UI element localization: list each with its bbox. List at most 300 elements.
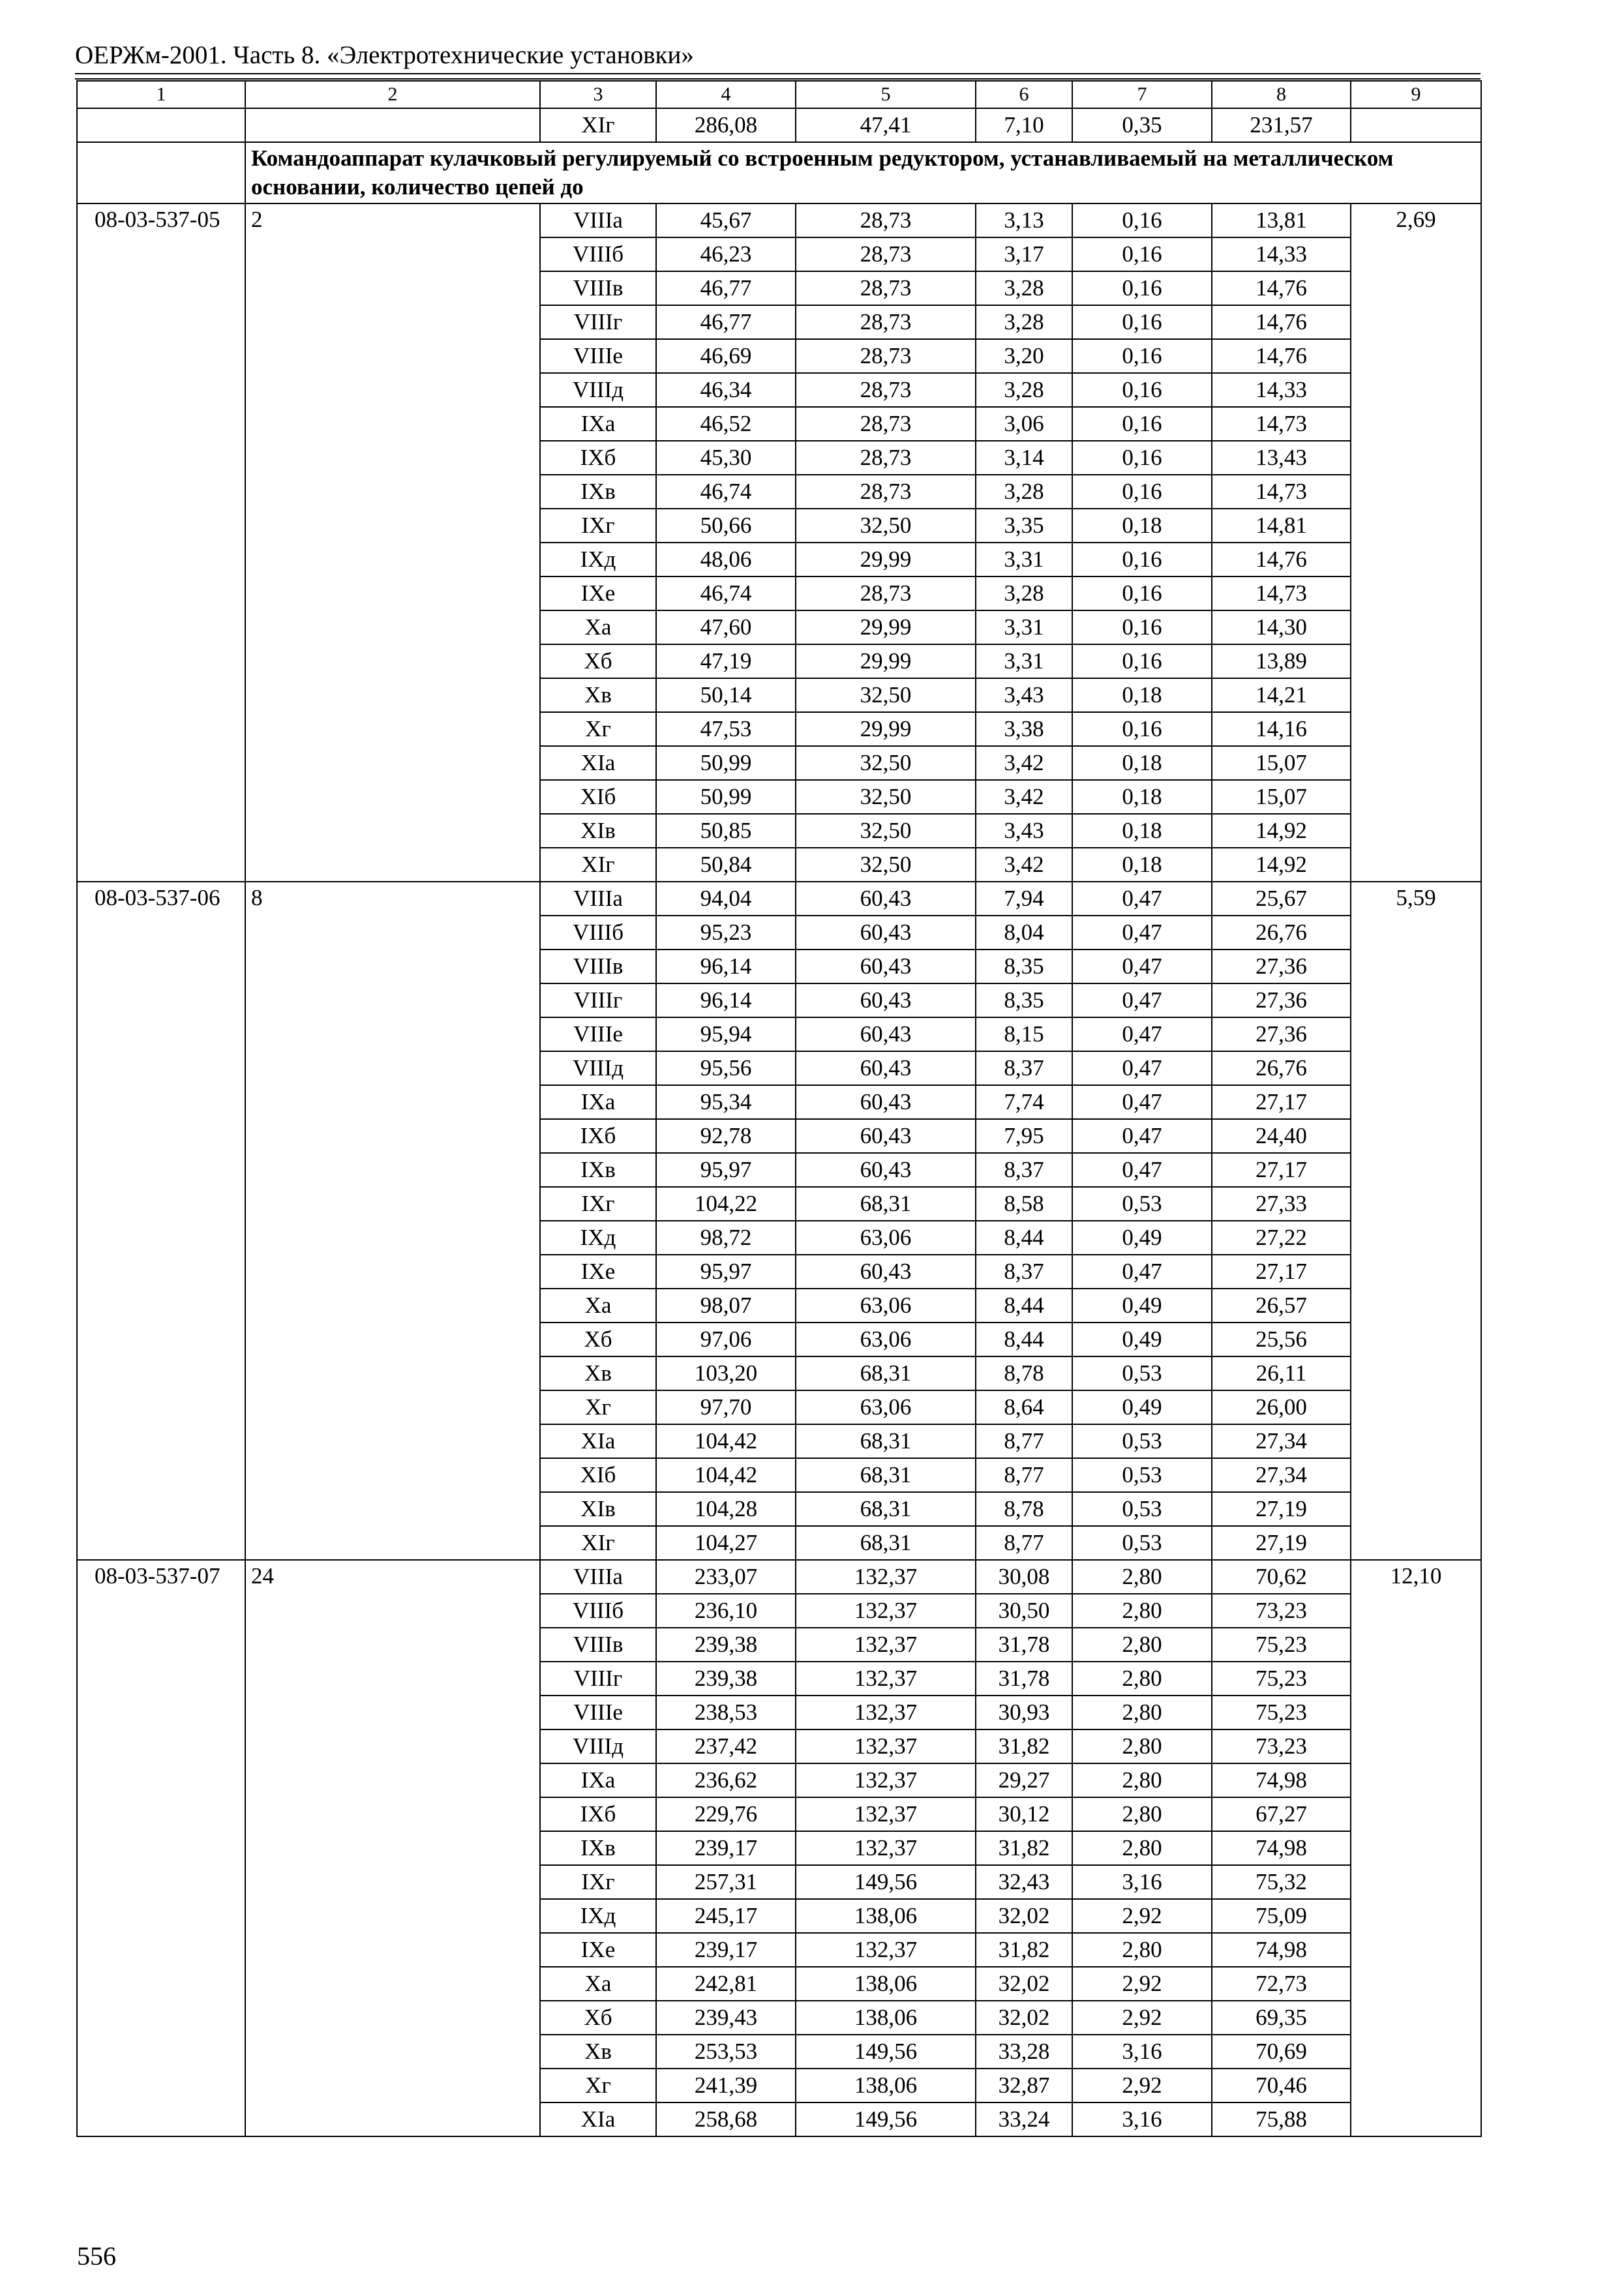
table-cell: 7,95 xyxy=(976,1119,1072,1153)
table-cell: 104,22 xyxy=(656,1187,796,1221)
table-cell: 73,23 xyxy=(1212,1729,1351,1763)
table-cell: VIIIе xyxy=(540,339,656,373)
table-cell: 8,35 xyxy=(976,983,1072,1017)
table-cell: 33,28 xyxy=(976,2035,1072,2069)
table-cell: 72,73 xyxy=(1212,1967,1351,2001)
table-cell: 95,94 xyxy=(656,1017,796,1051)
table-cell: 32,87 xyxy=(976,2069,1072,2102)
table-cell: 8,78 xyxy=(976,1356,1072,1390)
table-cell: 2,92 xyxy=(1072,1899,1212,1933)
table-cell: 13,81 xyxy=(1212,203,1351,237)
table-cell: 28,73 xyxy=(796,305,976,339)
table-cell: 47,19 xyxy=(656,644,796,678)
table-cell: 45,67 xyxy=(656,203,796,237)
table-cell: 0,47 xyxy=(1072,1153,1212,1187)
table-cell: 32,50 xyxy=(796,848,976,882)
table-cell: XIа xyxy=(540,746,656,780)
table-cell: 33,24 xyxy=(976,2102,1072,2136)
table-cell: 132,37 xyxy=(796,1831,976,1865)
table-cell: IXд xyxy=(540,1899,656,1933)
table-cell: 0,16 xyxy=(1072,407,1212,441)
table-cell: 239,17 xyxy=(656,1933,796,1967)
table-cell: 0,47 xyxy=(1072,1119,1212,1153)
table-cell: 63,06 xyxy=(796,1221,976,1255)
table-cell: 14,33 xyxy=(1212,237,1351,271)
table-cell: 8,44 xyxy=(976,1289,1072,1323)
table-cell: 63,06 xyxy=(796,1390,976,1424)
table-cell: 238,53 xyxy=(656,1696,796,1729)
table-cell: 0,53 xyxy=(1072,1424,1212,1458)
table-cell: 2,92 xyxy=(1072,2069,1212,2102)
table-cell: Xг xyxy=(540,712,656,746)
table-cell: 149,56 xyxy=(796,2102,976,2136)
table-cell xyxy=(77,108,245,142)
table-cell: 46,77 xyxy=(656,271,796,305)
rate-code: 08-03-537-05 xyxy=(77,203,245,882)
table-cell: VIIIг xyxy=(540,305,656,339)
table-cell: 46,52 xyxy=(656,407,796,441)
table-cell: 32,02 xyxy=(976,2001,1072,2035)
table-cell: VIIIв xyxy=(540,1628,656,1662)
table-cell: 28,73 xyxy=(796,441,976,475)
table-cell: 241,39 xyxy=(656,2069,796,2102)
table-cell: 31,82 xyxy=(976,1933,1072,1967)
table-cell: 95,97 xyxy=(656,1255,796,1289)
table-cell: 2,80 xyxy=(1072,1662,1212,1696)
column-header-row xyxy=(77,81,1481,108)
table-cell: 0,18 xyxy=(1072,848,1212,882)
table-cell: 286,08 xyxy=(656,108,796,142)
table-cell: 3,28 xyxy=(976,305,1072,339)
table-cell: VIIIд xyxy=(540,1051,656,1085)
table-cell: 32,50 xyxy=(796,780,976,814)
table-cell: 74,98 xyxy=(1212,1933,1351,1967)
table-cell: 28,73 xyxy=(796,237,976,271)
table-cell: 3,28 xyxy=(976,271,1072,305)
table-cell: 2,80 xyxy=(1072,1696,1212,1729)
table-cell: 14,16 xyxy=(1212,712,1351,746)
table-cell: XIб xyxy=(540,1458,656,1492)
table-cell: 60,43 xyxy=(796,1085,976,1119)
table-cell xyxy=(77,142,245,203)
table-cell: Xа xyxy=(540,1289,656,1323)
table-cell: 27,34 xyxy=(1212,1458,1351,1492)
table-cell: 0,16 xyxy=(1072,441,1212,475)
table-cell: 0,16 xyxy=(1072,712,1212,746)
table-row xyxy=(77,1560,1481,1594)
table-cell: 231,57 xyxy=(1212,108,1351,142)
table-cell: 75,23 xyxy=(1212,1696,1351,1729)
table-cell: 32,43 xyxy=(976,1865,1072,1899)
table-cell: 28,73 xyxy=(796,475,976,509)
page-number: 556 xyxy=(77,2241,116,2271)
column-header: 8 xyxy=(1212,81,1351,108)
table-cell: IXв xyxy=(540,1153,656,1187)
table-cell: 27,33 xyxy=(1212,1187,1351,1221)
table-cell: 68,31 xyxy=(796,1356,976,1390)
table-cell: 98,07 xyxy=(656,1289,796,1323)
table-cell: 0,16 xyxy=(1072,543,1212,576)
table-cell: XIг xyxy=(540,1526,656,1560)
table-cell: 0,49 xyxy=(1072,1289,1212,1323)
table-cell: 0,47 xyxy=(1072,916,1212,950)
table-cell: 8,15 xyxy=(976,1017,1072,1051)
table-cell: 14,92 xyxy=(1212,848,1351,882)
column-header: 2 xyxy=(245,81,540,108)
table-cell: 132,37 xyxy=(796,1662,976,1696)
table-cell: VIIIа xyxy=(540,1560,656,1594)
table-cell: 236,62 xyxy=(656,1763,796,1797)
table-cell: 3,17 xyxy=(976,237,1072,271)
table-cell: 29,99 xyxy=(796,543,976,576)
table-cell: Xб xyxy=(540,644,656,678)
table-cell: VIIIг xyxy=(540,1662,656,1696)
table-cell: 2,92 xyxy=(1072,2001,1212,2035)
circuit-count: 2 xyxy=(245,203,540,882)
table-cell: 67,27 xyxy=(1212,1797,1351,1831)
table-cell xyxy=(1351,108,1481,142)
table-cell: Xв xyxy=(540,2035,656,2069)
table-cell: 24,40 xyxy=(1212,1119,1351,1153)
table-cell: Xв xyxy=(540,678,656,712)
table-cell: IXе xyxy=(540,576,656,610)
table-cell: 0,53 xyxy=(1072,1526,1212,1560)
table-cell: 26,11 xyxy=(1212,1356,1351,1390)
table-cell: 50,85 xyxy=(656,814,796,848)
table-cell: 0,49 xyxy=(1072,1221,1212,1255)
document-title: ОЕРЖм-2001. Часть 8. «Электротехнические установки» xyxy=(75,41,694,69)
table-cell: 28,73 xyxy=(796,576,976,610)
table-cell: VIIIв xyxy=(540,271,656,305)
table-cell: 0,47 xyxy=(1072,983,1212,1017)
table-cell: IXа xyxy=(540,1085,656,1119)
table-cell: 3,31 xyxy=(976,644,1072,678)
table-cell: 236,10 xyxy=(656,1594,796,1628)
table-cell: 14,76 xyxy=(1212,543,1351,576)
table-cell: 29,27 xyxy=(976,1763,1072,1797)
table-cell: 7,10 xyxy=(976,108,1072,142)
table-cell: 28,73 xyxy=(796,373,976,407)
table-cell: 96,14 xyxy=(656,950,796,983)
table-cell: 239,17 xyxy=(656,1831,796,1865)
table-cell: 3,28 xyxy=(976,373,1072,407)
table-cell: 26,00 xyxy=(1212,1390,1351,1424)
table-cell: 14,30 xyxy=(1212,610,1351,644)
table-cell: 104,28 xyxy=(656,1492,796,1526)
table-cell: 8,44 xyxy=(976,1323,1072,1356)
table-cell: 257,31 xyxy=(656,1865,796,1899)
table-cell: 25,67 xyxy=(1212,882,1351,916)
table-cell: 27,22 xyxy=(1212,1221,1351,1255)
table-cell: 45,30 xyxy=(656,441,796,475)
column-header: 7 xyxy=(1072,81,1212,108)
table-cell: 30,12 xyxy=(976,1797,1072,1831)
table-cell: Xв xyxy=(540,1356,656,1390)
table-cell: 27,19 xyxy=(1212,1492,1351,1526)
table-cell: IXв xyxy=(540,1831,656,1865)
table-cell: 75,32 xyxy=(1212,1865,1351,1899)
rate-code: 08-03-537-06 xyxy=(77,882,245,1560)
circuit-count: 24 xyxy=(245,1560,540,2136)
table-cell: 13,43 xyxy=(1212,441,1351,475)
table-cell: 28,73 xyxy=(796,339,976,373)
table-cell: 3,42 xyxy=(976,780,1072,814)
table-cell: IXе xyxy=(540,1255,656,1289)
table-cell: 68,31 xyxy=(796,1458,976,1492)
table-cell: 47,53 xyxy=(656,712,796,746)
table-cell: 95,23 xyxy=(656,916,796,950)
table-cell: 8,64 xyxy=(976,1390,1072,1424)
column-9-value: 2,69 xyxy=(1351,203,1481,882)
table-cell: 98,72 xyxy=(656,1221,796,1255)
table-cell: 103,20 xyxy=(656,1356,796,1390)
table-cell: 3,28 xyxy=(976,576,1072,610)
table-cell: 50,99 xyxy=(656,746,796,780)
table-cell: 3,16 xyxy=(1072,2102,1212,2136)
table-cell: 95,34 xyxy=(656,1085,796,1119)
table-cell: 3,43 xyxy=(976,678,1072,712)
table-cell: 253,53 xyxy=(656,2035,796,2069)
table-cell: 30,93 xyxy=(976,1696,1072,1729)
table-cell: 15,07 xyxy=(1212,746,1351,780)
table-cell: 46,23 xyxy=(656,237,796,271)
table-cell: 132,37 xyxy=(796,1763,976,1797)
table-cell: VIIIе xyxy=(540,1017,656,1051)
table-cell: 60,43 xyxy=(796,1017,976,1051)
table-cell: 32,50 xyxy=(796,509,976,543)
table-cell xyxy=(245,108,540,142)
table-cell: Xа xyxy=(540,1967,656,2001)
table-cell: VIIIб xyxy=(540,237,656,271)
table-cell: 14,73 xyxy=(1212,407,1351,441)
table-cell: 30,08 xyxy=(976,1560,1072,1594)
table-cell: 8,44 xyxy=(976,1221,1072,1255)
table-cell: 32,02 xyxy=(976,1899,1072,1933)
table-cell: 0,47 xyxy=(1072,1017,1212,1051)
table-cell: 2,80 xyxy=(1072,1594,1212,1628)
table-cell: 60,43 xyxy=(796,950,976,983)
table-cell: 0,16 xyxy=(1072,610,1212,644)
table-cell: 31,82 xyxy=(976,1831,1072,1865)
table-row xyxy=(77,203,1481,237)
table-cell: 0,16 xyxy=(1072,644,1212,678)
table-cell: 229,76 xyxy=(656,1797,796,1831)
table-cell: 63,06 xyxy=(796,1323,976,1356)
table-cell: 2,80 xyxy=(1072,1729,1212,1763)
table-cell: 3,31 xyxy=(976,610,1072,644)
table-cell: 8,35 xyxy=(976,950,1072,983)
table-cell: 46,34 xyxy=(656,373,796,407)
table-cell: 70,69 xyxy=(1212,2035,1351,2069)
table-cell: 132,37 xyxy=(796,1628,976,1662)
table-cell: 30,50 xyxy=(976,1594,1072,1628)
table-cell: 0,16 xyxy=(1072,203,1212,237)
table-cell: 27,17 xyxy=(1212,1153,1351,1187)
table-cell: XIв xyxy=(540,814,656,848)
table-cell: 0,16 xyxy=(1072,305,1212,339)
table-cell: 50,84 xyxy=(656,848,796,882)
table-cell: 29,99 xyxy=(796,610,976,644)
table-cell: 3,28 xyxy=(976,475,1072,509)
table-cell: 0,18 xyxy=(1072,746,1212,780)
table-cell: IXд xyxy=(540,1221,656,1255)
table-cell: 95,56 xyxy=(656,1051,796,1085)
table-cell: 27,36 xyxy=(1212,983,1351,1017)
table-cell: VIIIг xyxy=(540,983,656,1017)
table-cell: 27,17 xyxy=(1212,1255,1351,1289)
table-cell: 3,20 xyxy=(976,339,1072,373)
table-cell: 74,98 xyxy=(1212,1831,1351,1865)
table-cell: 26,57 xyxy=(1212,1289,1351,1323)
table-cell: 47,41 xyxy=(796,108,976,142)
table-cell: VIIIд xyxy=(540,1729,656,1763)
table-cell: 0,18 xyxy=(1072,780,1212,814)
table-cell: 0,49 xyxy=(1072,1323,1212,1356)
table-cell: 239,38 xyxy=(656,1628,796,1662)
table-cell: 3,31 xyxy=(976,543,1072,576)
table-cell: 7,74 xyxy=(976,1085,1072,1119)
table-cell: 46,69 xyxy=(656,339,796,373)
table-cell: 31,78 xyxy=(976,1662,1072,1696)
rate-code: 08-03-537-07 xyxy=(77,1560,245,2136)
table-cell: 60,43 xyxy=(796,916,976,950)
table-cell: 60,43 xyxy=(796,882,976,916)
table-cell: 8,37 xyxy=(976,1153,1072,1187)
header-rule xyxy=(75,73,1481,74)
table-cell: 28,73 xyxy=(796,407,976,441)
table-cell: XIа xyxy=(540,2102,656,2136)
table-cell: 50,99 xyxy=(656,780,796,814)
table-cell: 245,17 xyxy=(656,1899,796,1933)
table-cell: IXб xyxy=(540,441,656,475)
table-cell: 97,70 xyxy=(656,1390,796,1424)
table-cell: 237,42 xyxy=(656,1729,796,1763)
table-cell: 46,74 xyxy=(656,576,796,610)
table-cell: 48,06 xyxy=(656,543,796,576)
table-cell: VIIIб xyxy=(540,1594,656,1628)
table-cell: 14,81 xyxy=(1212,509,1351,543)
table-cell: 14,33 xyxy=(1212,373,1351,407)
table-cell: 258,68 xyxy=(656,2102,796,2136)
table-cell: IXа xyxy=(540,407,656,441)
table-cell: 92,78 xyxy=(656,1119,796,1153)
table-cell: 149,56 xyxy=(796,2035,976,2069)
table-cell: VIIIе xyxy=(540,1696,656,1729)
table-cell: 32,02 xyxy=(976,1967,1072,2001)
column-header: 1 xyxy=(77,81,245,108)
table-cell: 60,43 xyxy=(796,1153,976,1187)
column-9-value: 5,59 xyxy=(1351,882,1481,1560)
table-cell: IXг xyxy=(540,1865,656,1899)
table-cell: 32,50 xyxy=(796,678,976,712)
table-cell: 63,06 xyxy=(796,1289,976,1323)
table-cell: 60,43 xyxy=(796,1255,976,1289)
table-cell: 0,16 xyxy=(1072,339,1212,373)
table-cell: 27,17 xyxy=(1212,1085,1351,1119)
table-cell: XIб xyxy=(540,780,656,814)
table-cell: 104,27 xyxy=(656,1526,796,1560)
table-cell: 95,97 xyxy=(656,1153,796,1187)
table-cell: 28,73 xyxy=(796,203,976,237)
section-title: Командоаппарат кулачковый регулируемый со встроенным редуктором, устанавливаемый на металлическом основании, количество цепей до xyxy=(245,142,1481,203)
table-cell: 149,56 xyxy=(796,1865,976,1899)
table-cell: VIIIб xyxy=(540,916,656,950)
table-cell: IXг xyxy=(540,1187,656,1221)
table-cell: 25,56 xyxy=(1212,1323,1351,1356)
table-cell: 0,47 xyxy=(1072,950,1212,983)
table-cell: 3,14 xyxy=(976,441,1072,475)
table-cell: IXб xyxy=(540,1119,656,1153)
table-cell: 8,78 xyxy=(976,1492,1072,1526)
table-cell: 2,80 xyxy=(1072,1831,1212,1865)
table-cell: 2,80 xyxy=(1072,1628,1212,1662)
table-cell: 27,19 xyxy=(1212,1526,1351,1560)
table-cell: 70,46 xyxy=(1212,2069,1351,2102)
table-cell: 3,06 xyxy=(976,407,1072,441)
table-cell: 0,47 xyxy=(1072,882,1212,916)
column-header: 9 xyxy=(1351,81,1481,108)
table-cell: Xа xyxy=(540,610,656,644)
table-cell: VIIIа xyxy=(540,203,656,237)
table-cell: 28,73 xyxy=(796,271,976,305)
table-cell: 0,18 xyxy=(1072,509,1212,543)
table-cell: 242,81 xyxy=(656,1967,796,2001)
table-cell: 2,80 xyxy=(1072,1560,1212,1594)
table-cell: 138,06 xyxy=(796,2069,976,2102)
column-header: 4 xyxy=(656,81,796,108)
table-cell: 0,18 xyxy=(1072,678,1212,712)
table-cell: 60,43 xyxy=(796,1051,976,1085)
table-cell: 68,31 xyxy=(796,1526,976,1560)
table-cell: 74,98 xyxy=(1212,1763,1351,1797)
table-cell: 60,43 xyxy=(796,1119,976,1153)
table-cell: 2,92 xyxy=(1072,1967,1212,2001)
table-cell: 2,80 xyxy=(1072,1933,1212,1967)
table-cell: 96,14 xyxy=(656,983,796,1017)
table-cell: 3,16 xyxy=(1072,1865,1212,1899)
table-cell: 46,77 xyxy=(656,305,796,339)
table-cell: 3,38 xyxy=(976,712,1072,746)
table-cell: VIIIа xyxy=(540,882,656,916)
table-cell: 29,99 xyxy=(796,712,976,746)
table-cell: IXб xyxy=(540,1797,656,1831)
table-cell: 104,42 xyxy=(656,1424,796,1458)
table-cell: IXг xyxy=(540,509,656,543)
table-cell: IXа xyxy=(540,1763,656,1797)
table-cell: 132,37 xyxy=(796,1797,976,1831)
table-cell: 26,76 xyxy=(1212,916,1351,950)
table-cell: 3,43 xyxy=(976,814,1072,848)
table-cell: 132,37 xyxy=(796,1594,976,1628)
table-cell: 15,07 xyxy=(1212,780,1351,814)
table-row xyxy=(77,882,1481,916)
table-cell: XIг xyxy=(540,848,656,882)
table-cell: 3,42 xyxy=(976,746,1072,780)
table-cell: 239,43 xyxy=(656,2001,796,2035)
table-cell: 2,80 xyxy=(1072,1797,1212,1831)
table-cell: 0,35 xyxy=(1072,108,1212,142)
table-cell: Xб xyxy=(540,1323,656,1356)
table-cell: 0,47 xyxy=(1072,1051,1212,1085)
table-cell: 68,31 xyxy=(796,1492,976,1526)
table-cell: 97,06 xyxy=(656,1323,796,1356)
table-cell: 50,14 xyxy=(656,678,796,712)
table-cell: 0,47 xyxy=(1072,1255,1212,1289)
column-header: 5 xyxy=(796,81,976,108)
table-cell: 29,99 xyxy=(796,644,976,678)
table-cell: 8,58 xyxy=(976,1187,1072,1221)
table-cell: 132,37 xyxy=(796,1729,976,1763)
